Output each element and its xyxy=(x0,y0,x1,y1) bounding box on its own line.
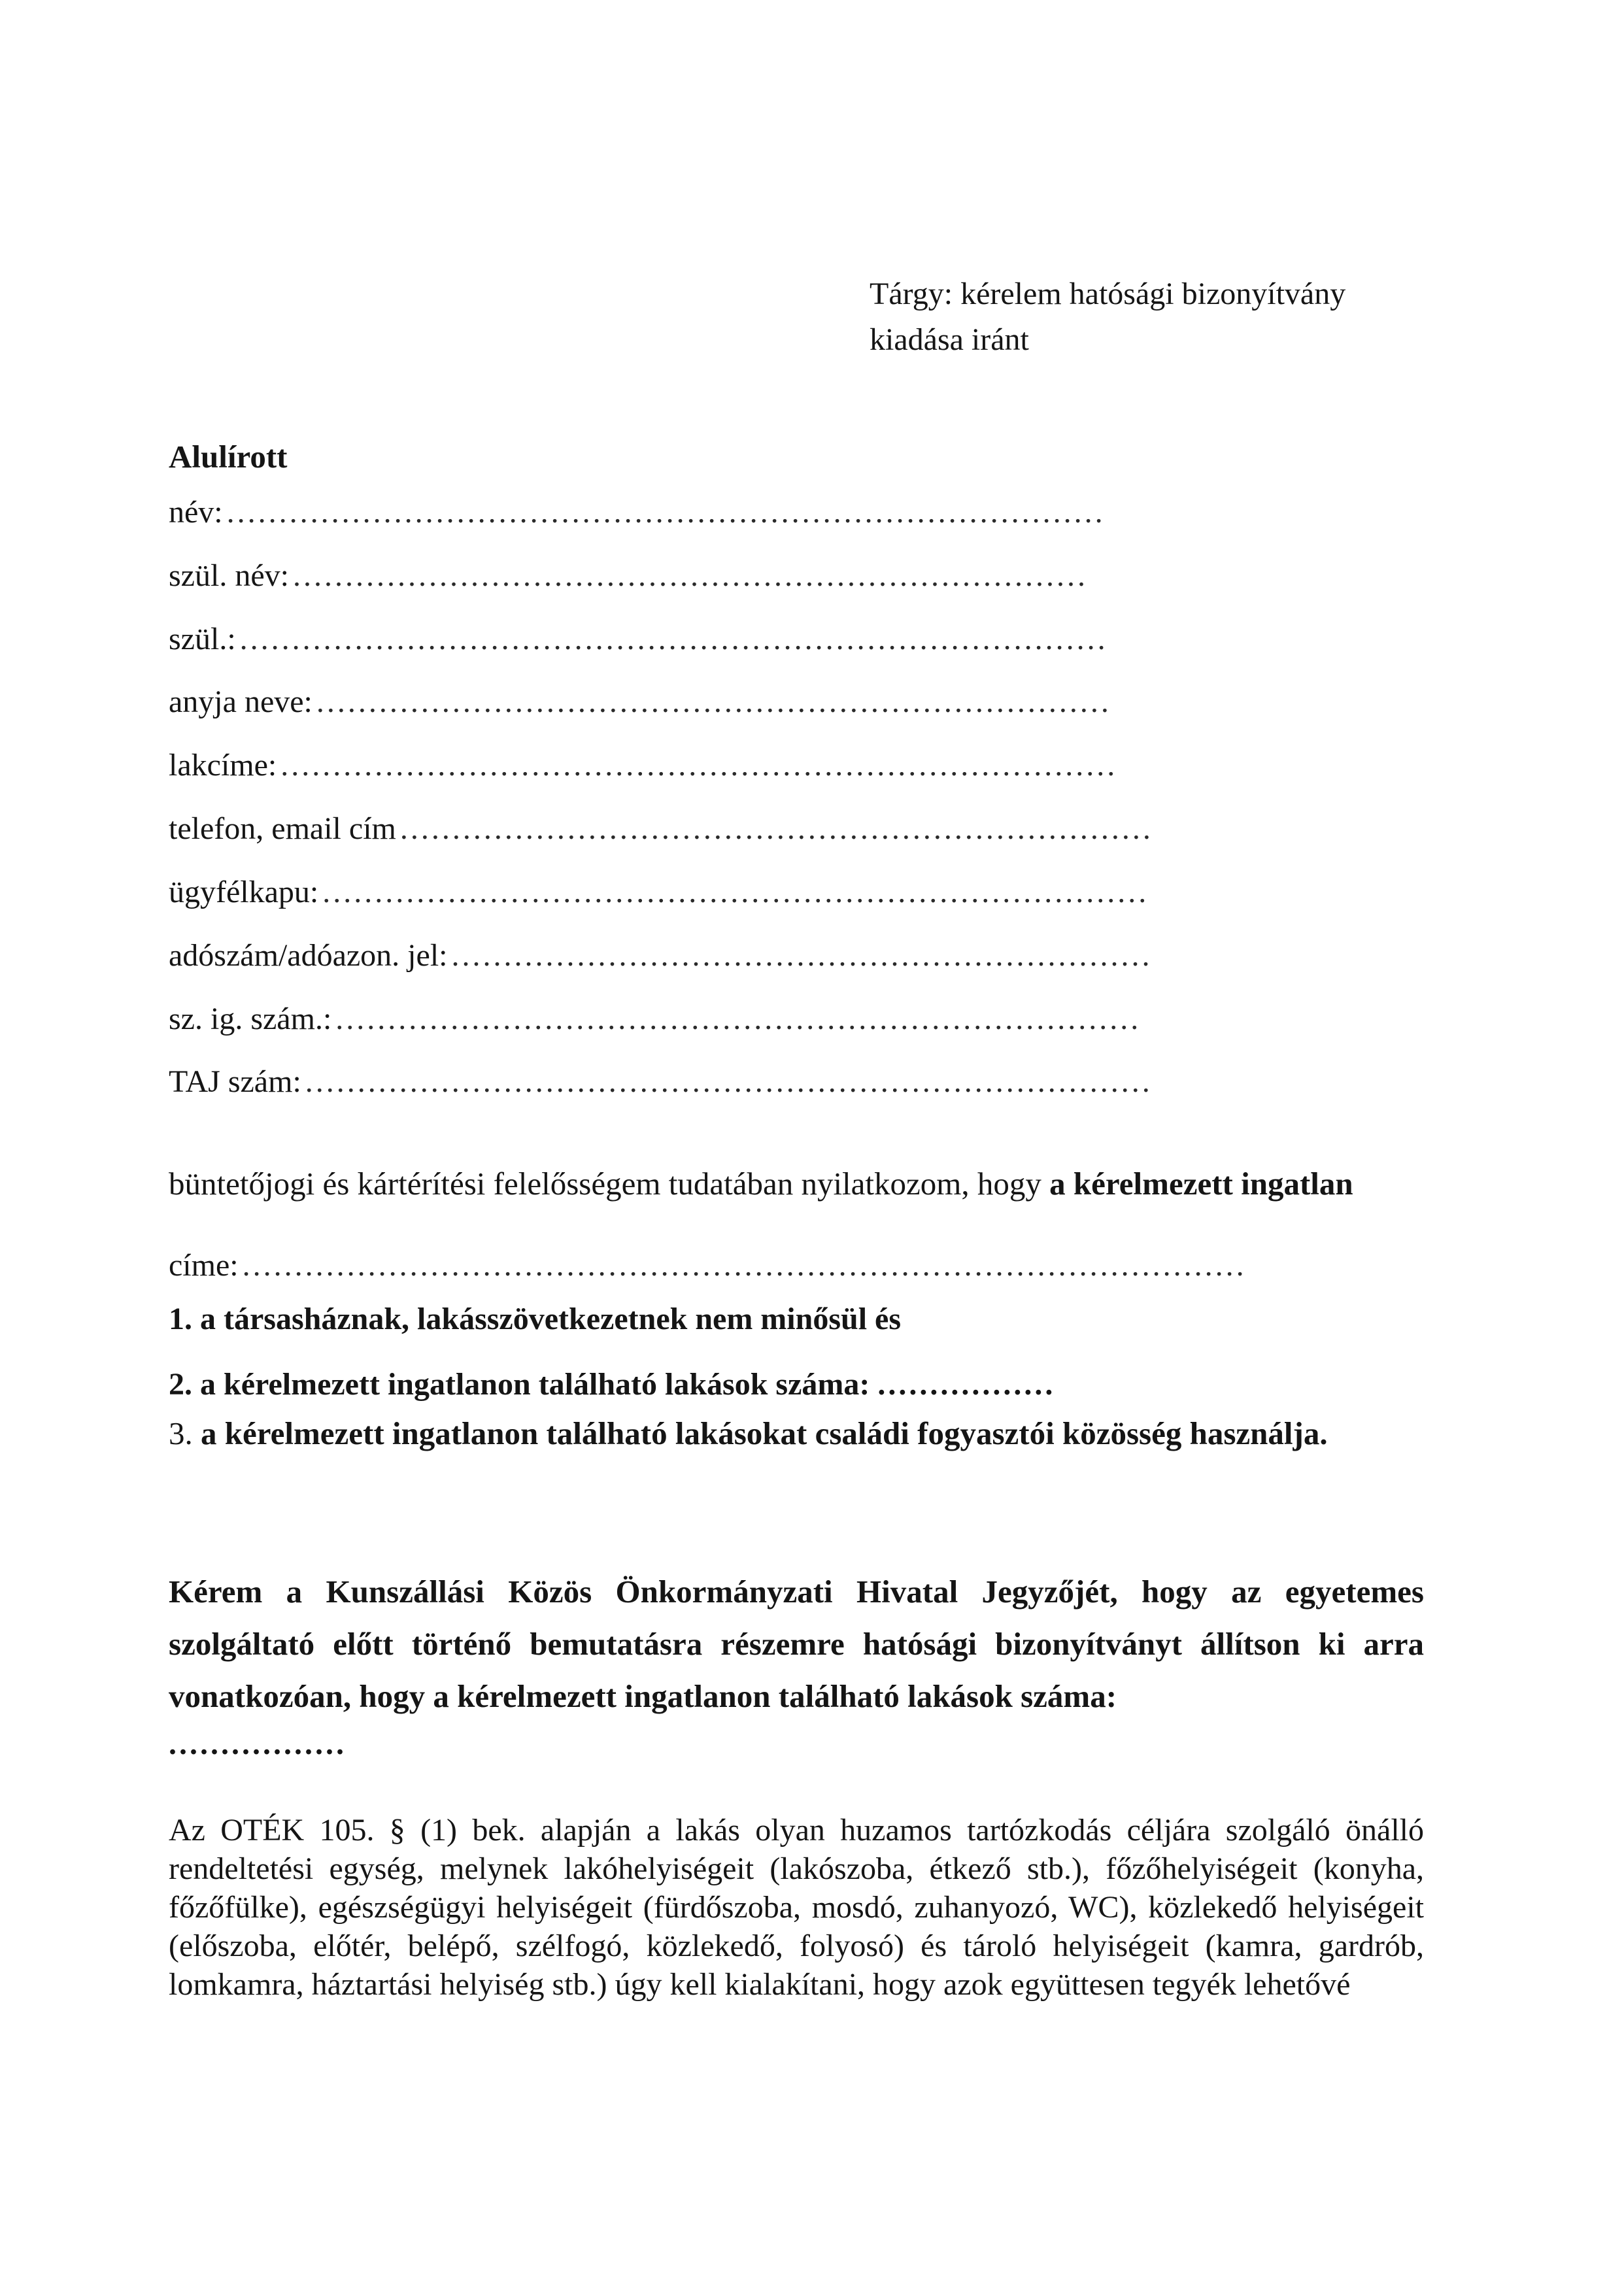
field-property-address-label: címe: xyxy=(169,1248,239,1283)
field-phone-email[interactable] xyxy=(169,809,1234,849)
field-mother-name[interactable] xyxy=(169,682,1234,722)
subject-line-2: kiadása iránt xyxy=(870,322,1029,357)
field-id-number[interactable] xyxy=(169,999,1241,1039)
field-address-dots: ................................................................................ xyxy=(280,748,1118,783)
subject-block xyxy=(870,271,1345,363)
field-birth-name-label: szül. név: xyxy=(169,558,289,593)
field-birth-name[interactable] xyxy=(169,556,1241,596)
field-id-number-label: sz. ig. szám.: xyxy=(169,1002,332,1036)
field-property-address-dots: ................................................................................................ xyxy=(242,1248,1247,1283)
field-name[interactable] xyxy=(169,492,1241,533)
field-address[interactable] xyxy=(169,745,1234,786)
field-tax-id[interactable] xyxy=(169,936,1241,976)
point-2 xyxy=(169,1366,1055,1402)
field-property-address[interactable] xyxy=(169,1245,1365,1286)
field-phone-email-label: telefon, email cím xyxy=(169,811,396,846)
field-birth-dots: ................................................................................... xyxy=(239,622,1108,656)
otek-paragraph: Az OTÉK 105. § (1) bek. alapján a lakás olyan huzamos tartózkodás céljára szolgáló önálló rendeltetési egység, melynek lakóhelyiségeit (lakószoba, étkező stb.), főzőhelyiségeit (konyha, főzőfülke), egészségügyi helyiségeit (fürdőszoba, mosdó, zuhanyozó, WC), közlekedő helyiségeit (előszoba, előtér, belépő, szélfogó, közlekedő, folyosó) és tároló helyiségeit (kamra, gardrób, lomkamra, háztartási helyiség stb.) úgy kell kialakítani, hogy azok együttesen tegyék lehetővé xyxy=(169,1813,1424,2002)
field-taj-number-label: TAJ szám: xyxy=(169,1064,301,1099)
applicant-heading: Alulírott xyxy=(169,439,288,475)
field-mother-name-dots: ............................................................................ xyxy=(316,684,1111,719)
field-name-label: név: xyxy=(169,495,223,530)
field-birth[interactable] xyxy=(169,619,1241,660)
declaration-bold: a kérelmezett ingatlan xyxy=(1049,1166,1353,1202)
request-paragraph xyxy=(169,1566,1424,1723)
point-3 xyxy=(169,1412,1424,1455)
declaration-text: büntetőjogi és kártérítési felelősségem tudatában nyilatkozom, hogy xyxy=(169,1166,1050,1202)
field-address-label: lakcíme: xyxy=(169,748,277,783)
field-birth-label: szül.: xyxy=(169,622,236,656)
field-name-dots: .................................................................................... xyxy=(226,495,1106,530)
field-tax-id-dots: ................................................................... xyxy=(451,938,1153,973)
request-text: Kérem a Kunszállási Közös Önkormányzati Hivatal Jegyzőjét, hogy az egyetemes szolgáltató előtt történő bemutatásra részemre hatósági bizonyítványt állítson ki arra vonatkozóan, hogy a kérelmezett ingatlanon található lakások száma: xyxy=(169,1574,1424,1714)
point-3-text: a kérelmezett ingatlanon található lakásokat családi fogyasztói közösség használja. xyxy=(201,1415,1328,1451)
subject-line-1: Tárgy: kérelem hatósági bizonyítvány xyxy=(870,277,1346,311)
field-id-number-dots: ............................................................................. xyxy=(335,1002,1142,1036)
field-birth-name-dots: ............................................................................ xyxy=(292,558,1088,593)
field-phone-email-dots: ........................................................................ xyxy=(399,811,1153,846)
declaration-paragraph xyxy=(169,1160,1424,1207)
point-1: 1. a társasháznak, lakásszövetkezetnek nem minősül és xyxy=(169,1302,902,1336)
point-3-number: 3. xyxy=(169,1415,193,1451)
point-2-dots[interactable]: ................. xyxy=(877,1367,1056,1402)
field-client-gate[interactable] xyxy=(169,872,1241,913)
field-taj-number[interactable] xyxy=(169,1062,1241,1102)
field-tax-id-label: adószám/adóazon. jel: xyxy=(169,938,448,973)
request-dots[interactable]: ................. xyxy=(169,1727,347,1761)
field-client-gate-dots: ............................................................................... xyxy=(322,875,1149,909)
point-2-label: 2. a kérelmezett ingatlanon található lakások száma: xyxy=(169,1367,870,1402)
field-client-gate-label: ügyfélkapu: xyxy=(169,875,319,909)
field-taj-number-dots: ................................................................................. xyxy=(305,1064,1153,1099)
field-mother-name-label: anyja neve: xyxy=(169,684,313,719)
